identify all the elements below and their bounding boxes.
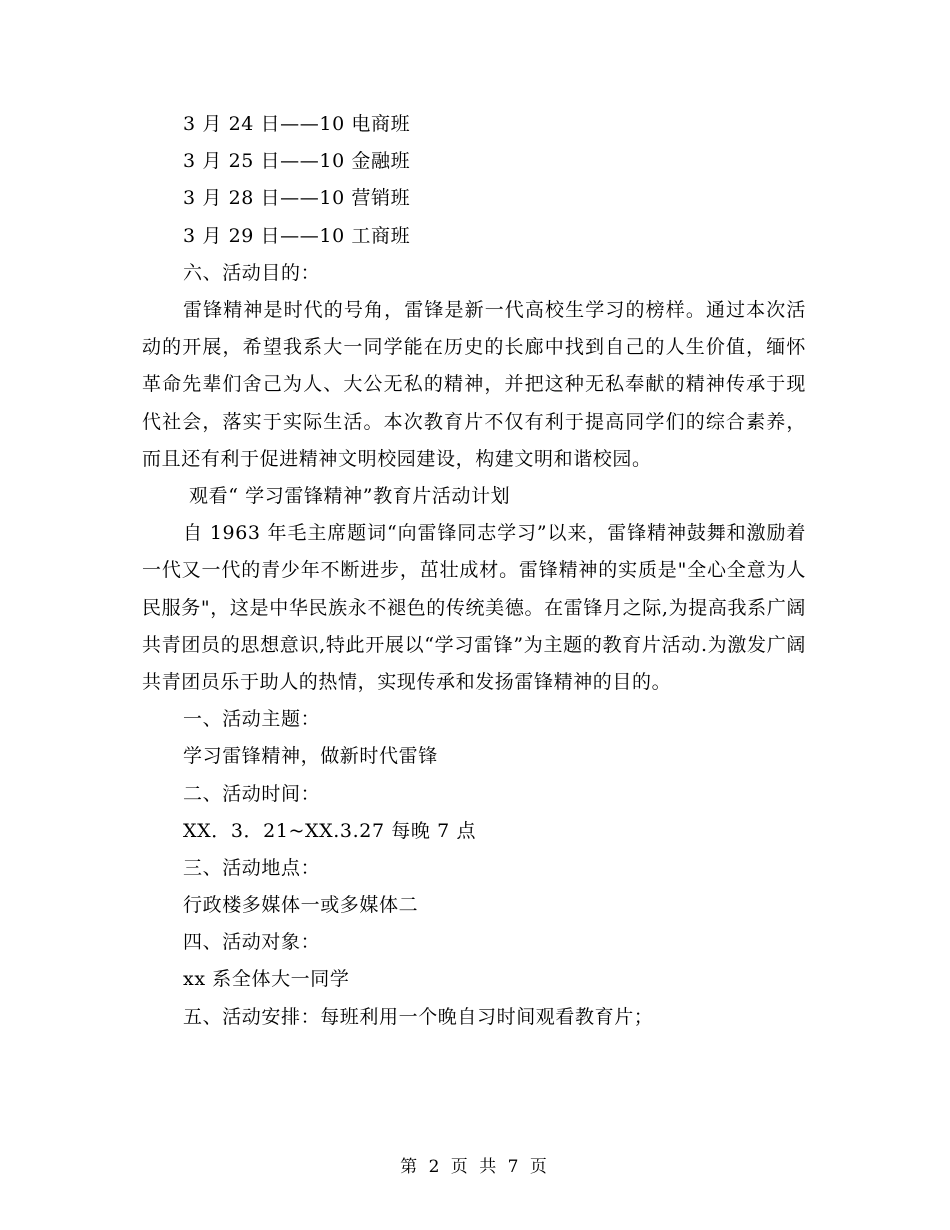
item-arrangement: 五、活动安排：每班利用一个晚自习时间观看教育片；: [183, 1005, 654, 1028]
item-theme-value: 学习雷锋精神，做新时代雷锋: [183, 745, 438, 768]
schedule-line-1: 3 月 24 日——10 电商班: [183, 113, 411, 135]
schedule-line-3: 3 月 28 日——10 营销班: [183, 187, 411, 210]
section6-paragraph: 雷锋精神是时代的号角，雷锋是新一代高校生学习的榜样。通过本次活动的开展，希望我系大一同学能在历史的长廊中找到自己的人生价值，缅怀革命先辈们舍己为人、大公无私的精神，并把这种无私奉献的精神传承于现代社会，落实于实际生活。本次教育片不仅有利于提高同学们的综合素养，而且还有利于促进精神文明校园建设，构建文明和谐校园。: [142, 298, 806, 470]
section6-heading: 六、活动目的：: [183, 261, 321, 284]
schedule-line-2: 3 月 25 日——10 金融班: [183, 150, 411, 173]
item-audience-heading: 四、活动对象：: [183, 931, 321, 954]
item-location-value: 行政楼多媒体一或多媒体二: [183, 894, 419, 917]
item-audience-value: xx 系全体大一同学: [183, 968, 350, 991]
intro-paragraph: 自 1963 年毛主席题词“向雷锋同志学习”以来，雷锋精神鼓舞和激励着一代又一代的青少年不断进步，茁壮成材。雷锋精神的实质是"全心全意为人民服务"，这是中华民族永不褪色的传统美德。在雷锋月之际,为提高我系广阔共青团员的思想意识,特此开展以“学习雷锋”为主题的教育片活动.为激发广阔共青团员乐于助人的热情，实现传承和发扬雷锋精神的目的。: [142, 522, 806, 693]
item-theme-heading: 一、活动主题：: [183, 708, 321, 731]
item-time-value: XX．3．21~XX.3.27 每晚 7 点: [183, 819, 477, 842]
schedule-line-4: 3 月 29 日——10 工商班: [183, 224, 411, 247]
plan-title: 观看“ 学习雷锋精神”教育片活动计划: [189, 484, 511, 507]
page-footer: 第 2 页 共 7 页: [400, 1157, 550, 1177]
item-time-heading: 二、活动时间：: [183, 782, 321, 805]
item-location-heading: 三、活动地点：: [183, 856, 321, 879]
document-body: [142, 106, 806, 1036]
